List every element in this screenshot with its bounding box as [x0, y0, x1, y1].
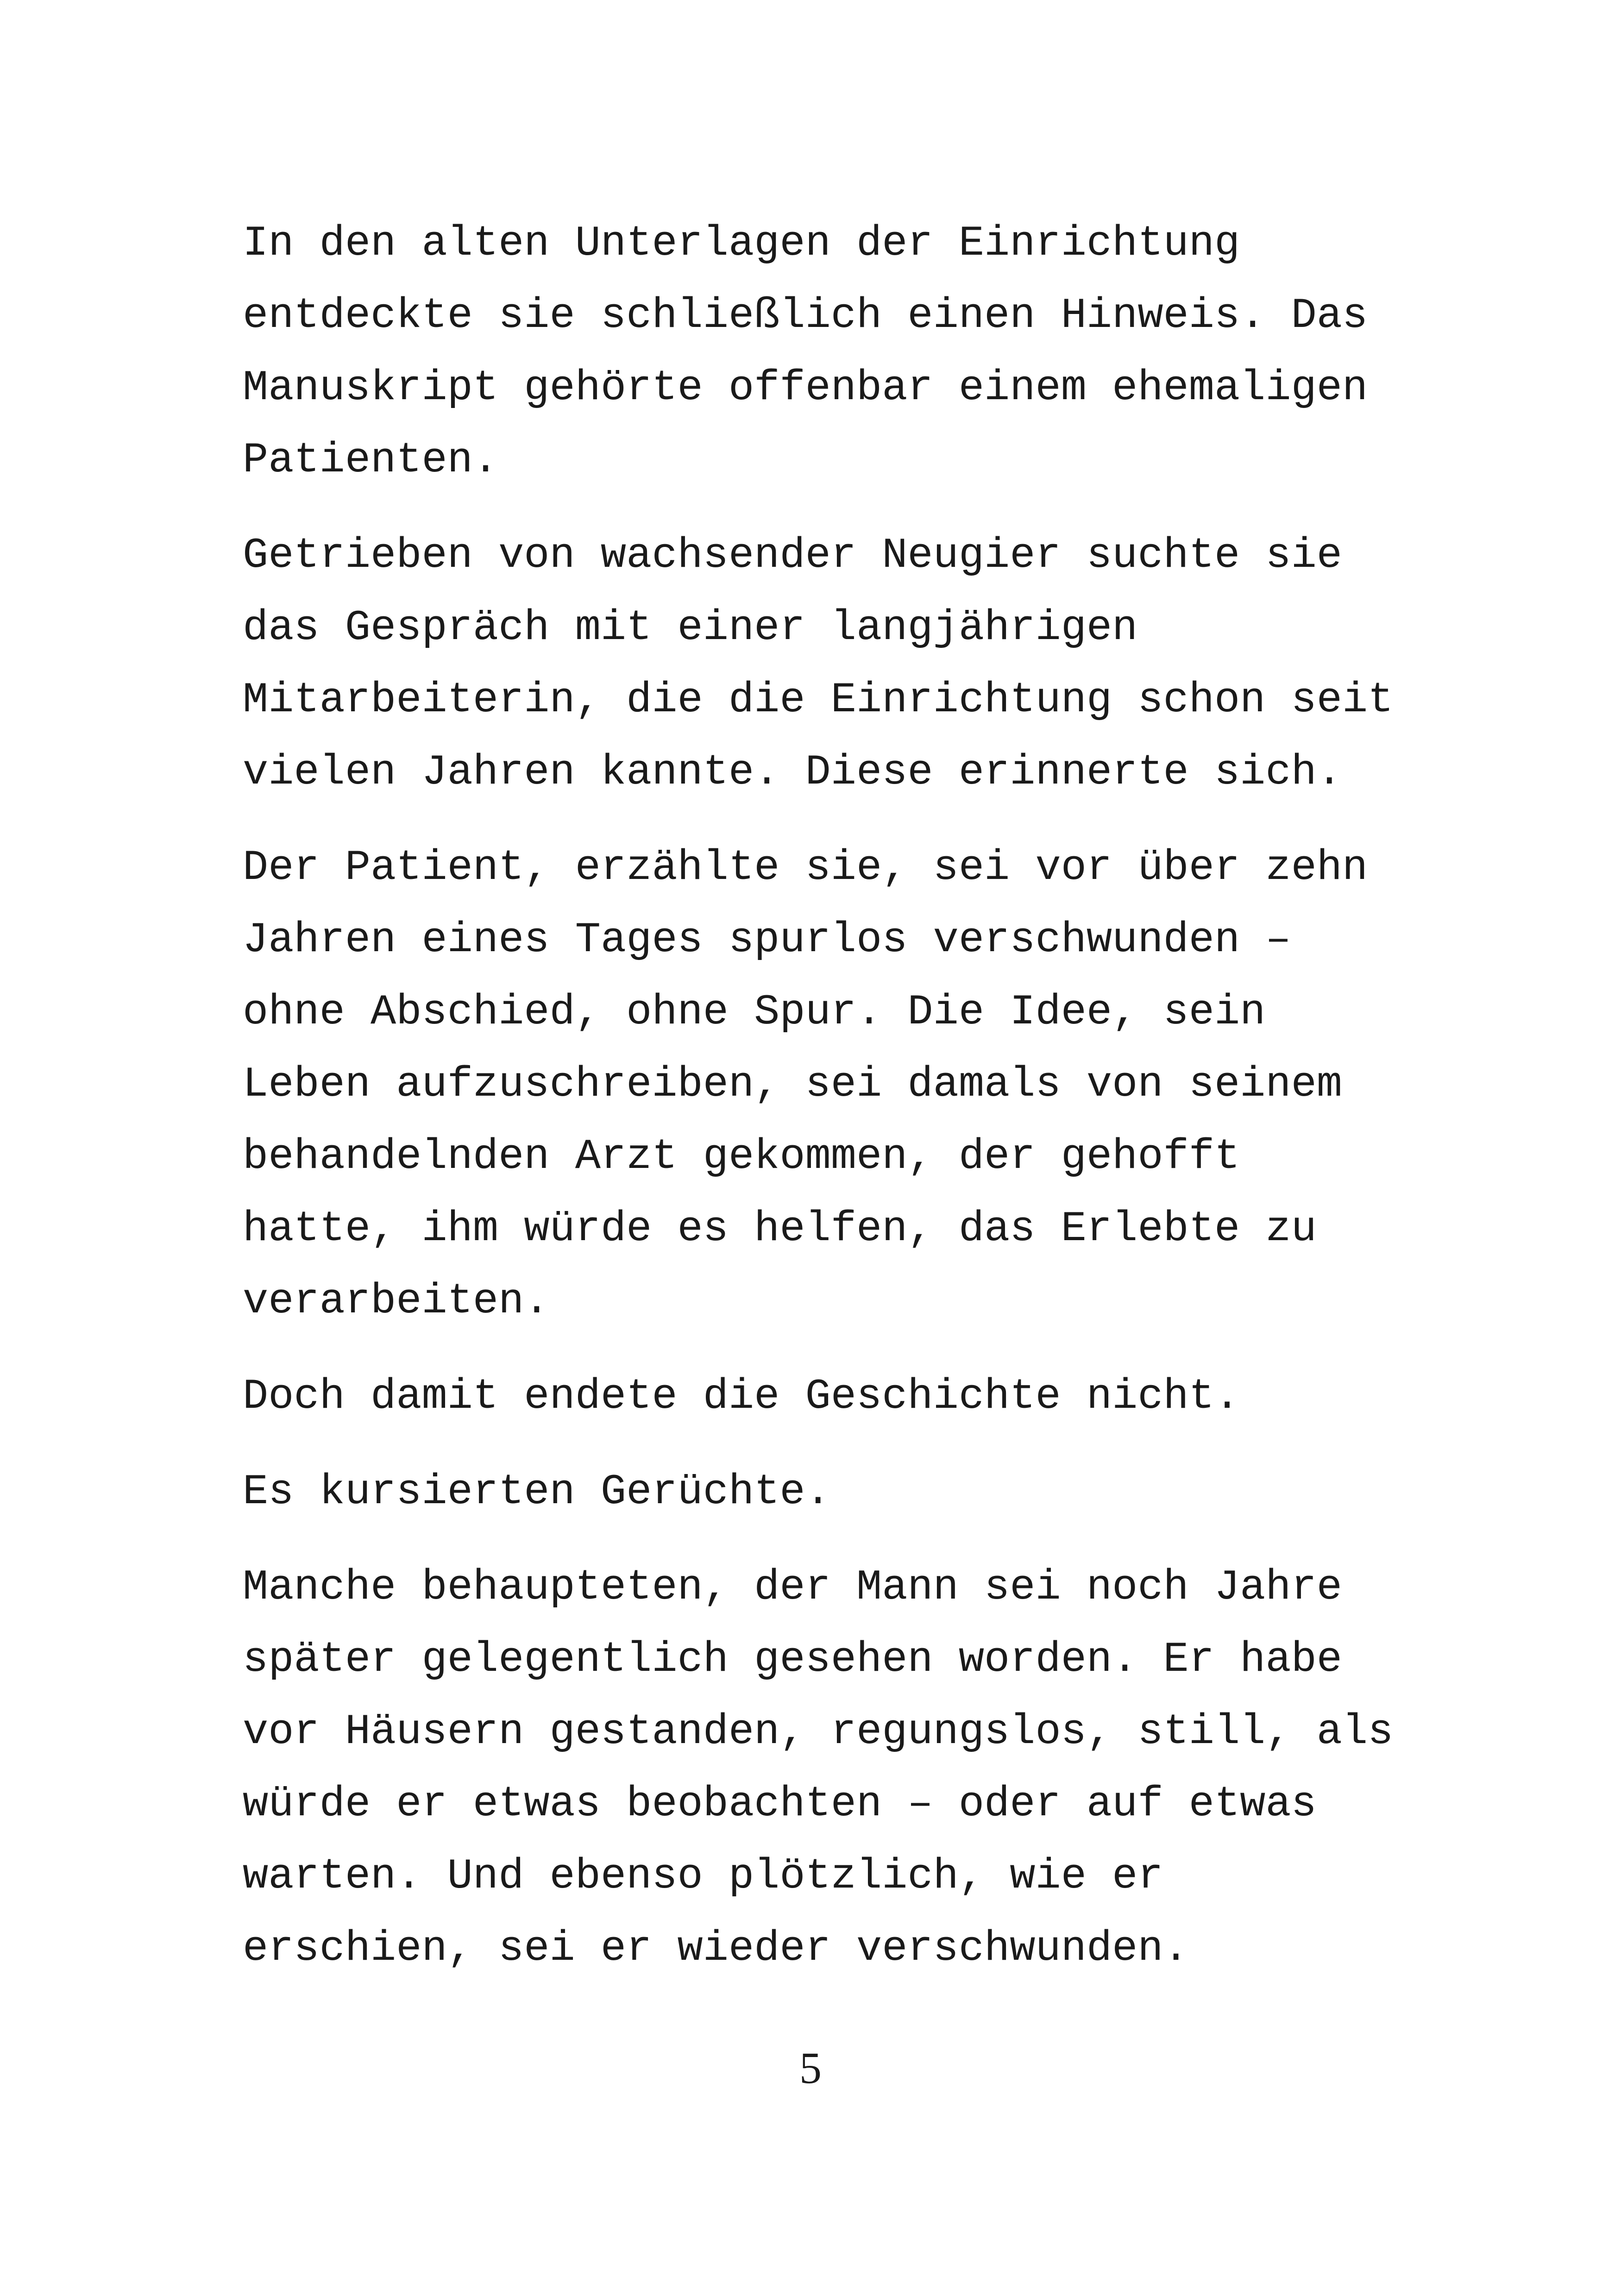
page-number: 5: [799, 2043, 822, 2093]
text-line: entdeckte sie schließlich einen Hinweis. Das: [243, 291, 1368, 340]
text-line: warten. Und ebenso plötzlich, wie er: [243, 1852, 1163, 1901]
text-line: Der Patient, erzählte sie, sei vor über zehn: [243, 843, 1368, 892]
text-line: ohne Abschied, ohne Spur. Die Idee, sein: [243, 988, 1266, 1036]
text-line: hatte, ihm würde es helfen, das Erlebte zu: [243, 1204, 1317, 1253]
text-line: Jahren eines Tages spurlos verschwunden –: [243, 916, 1291, 964]
text-line: das Gespräch mit einer langjährigen: [243, 603, 1138, 652]
text-line: vor Häusern gestanden, regungslos, still, als: [243, 1707, 1394, 1756]
text-line: Leben aufzuschreiben, sei damals von seinem: [243, 1060, 1342, 1109]
text-line: In den alten Unterlagen der Einrichtung: [243, 219, 1240, 268]
text-line: Patienten.: [243, 436, 499, 484]
text-line: Getrieben von wachsender Neugier suchte sie: [243, 531, 1342, 580]
text-line: Manuskript gehörte offenbar einem ehemaligen: [243, 364, 1368, 412]
text-line: verarbeiten.: [243, 1277, 550, 1325]
text-line: würde er etwas beobachten – oder auf etwas: [243, 1780, 1317, 1828]
text-line: Mitarbeiterin, die die Einrichtung schon seit: [243, 676, 1394, 724]
text-line: vielen Jahren kannte. Diese erinnerte sich.: [243, 748, 1342, 797]
text-line: erschien, sei er wieder verschwunden.: [243, 1924, 1189, 1973]
text-line: später gelegentlich gesehen worden. Er habe: [243, 1635, 1342, 1684]
text-line: Manche behaupteten, der Mann sei noch Jahre: [243, 1563, 1342, 1612]
text-line: Doch damit endete die Geschichte nicht.: [243, 1372, 1240, 1421]
text-line: Es kursierten Gerüchte.: [243, 1468, 831, 1516]
text-line: behandelnden Arzt gekommen, der gehofft: [243, 1132, 1240, 1181]
